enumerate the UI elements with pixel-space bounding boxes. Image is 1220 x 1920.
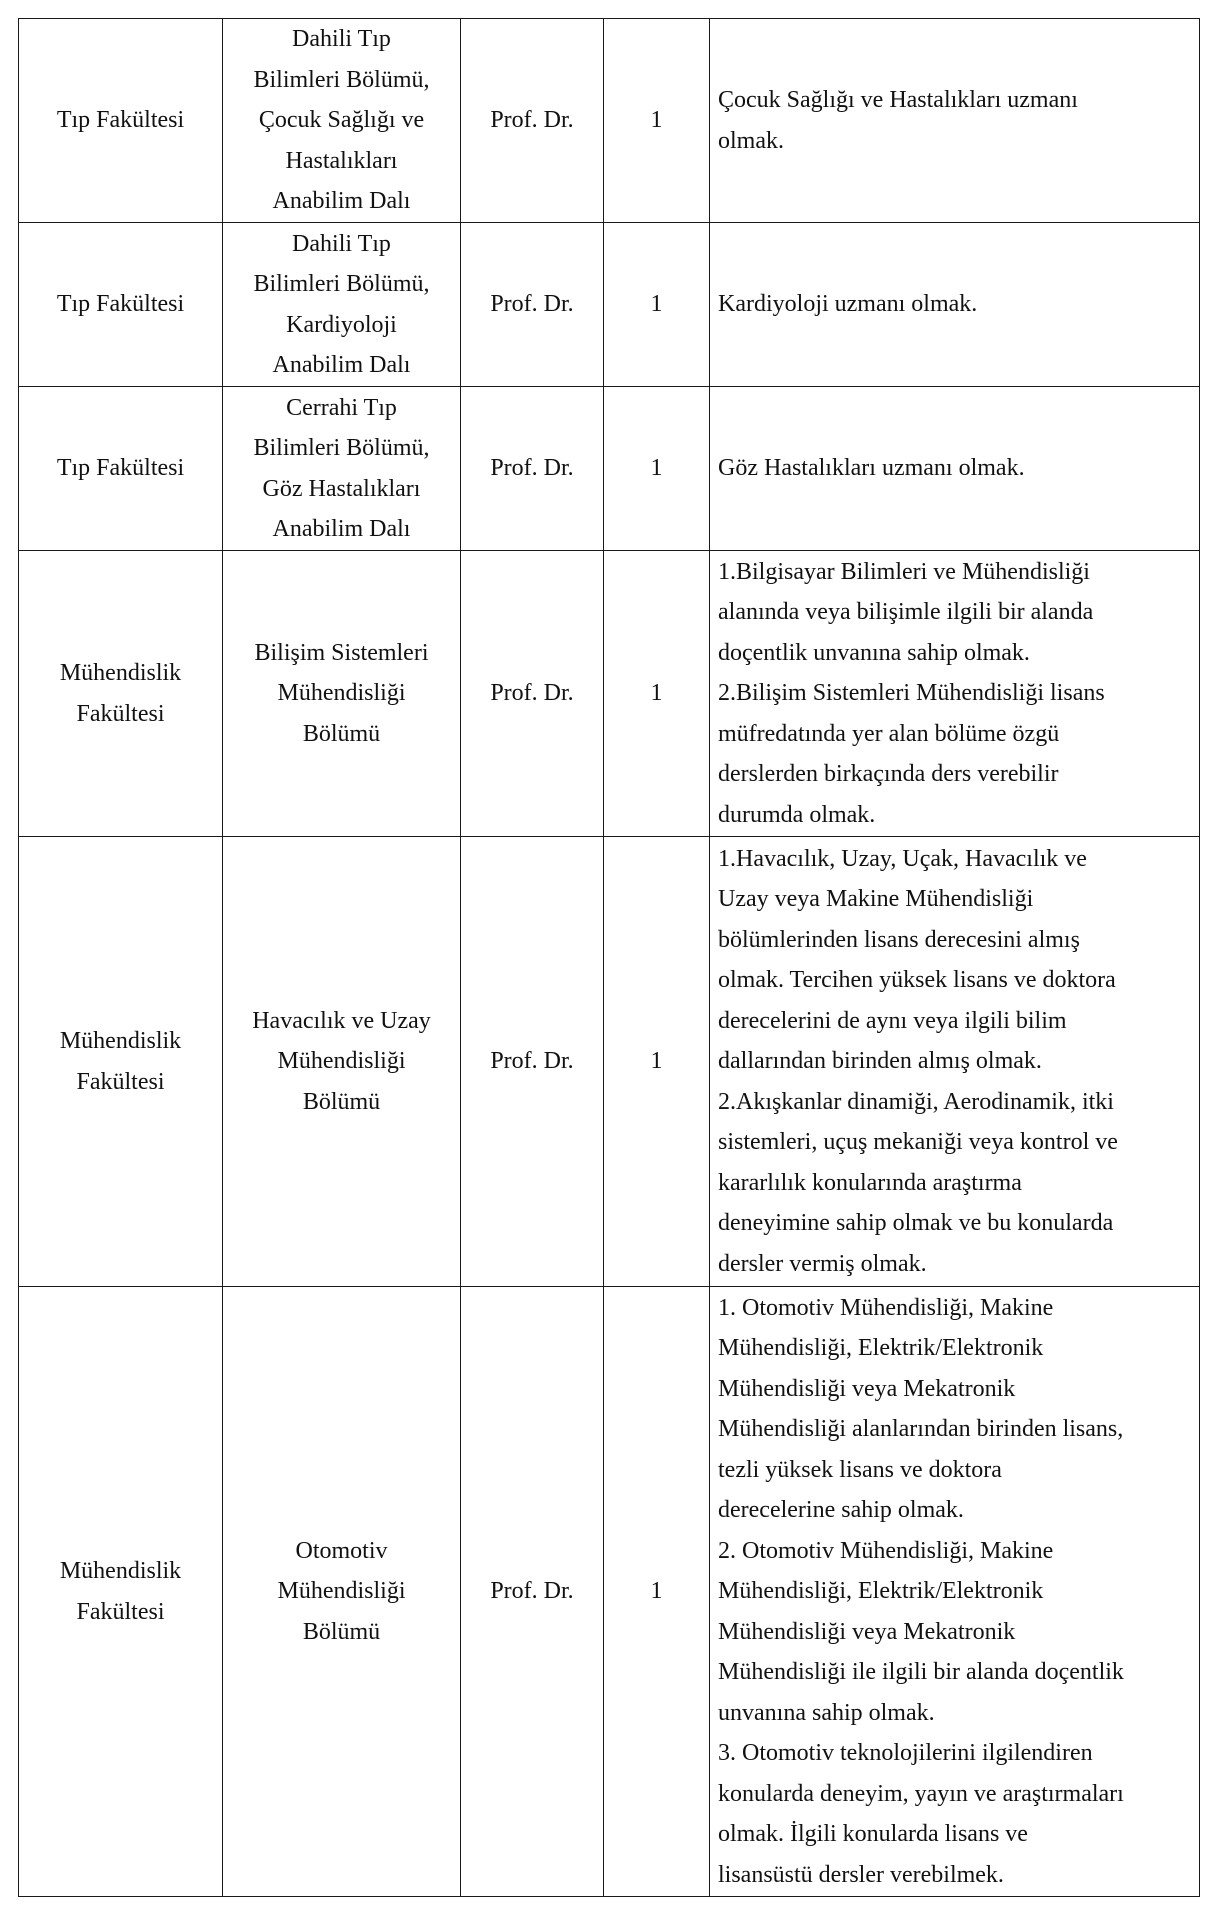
requirement-line: Mühendisliği, Elektrik/Elektronik <box>718 1578 1044 1605</box>
requirement-line: lisansüstü dersler verebilmek. <box>718 1861 1004 1888</box>
faculty-line: Mühendislik <box>59 1028 182 1054</box>
requirement-line: deneyimine sahip olmak ve bu konularda <box>718 1210 1114 1237</box>
requirement-line: Çocuk Sağlığı ve Hastalıkları uzmanı <box>718 87 1078 113</box>
department-line: Anabilim Dalı <box>272 352 411 378</box>
academic-title-cell: Prof. Dr. <box>461 387 604 551</box>
requirement-line: 2. Otomotiv Mühendisliği, Makine <box>718 1537 1054 1564</box>
position-count-cell: 1 <box>604 387 710 551</box>
academic-title-cell: Prof. Dr. <box>461 19 604 223</box>
requirement-line: sistemleri, uçuş mekaniği veya kontrol ve <box>718 1129 1118 1156</box>
department-cell <box>223 223 461 387</box>
requirement-line: alanında veya bilişimle ilgili bir alanda <box>718 599 1094 626</box>
requirement-line: dallarından birinden almış olmak. <box>718 1048 1042 1075</box>
requirement-line: derslerden birkaçında ders verebilir <box>718 761 1059 788</box>
requirement-line: derecelerini de aynı veya ilgili bilim <box>718 1007 1067 1034</box>
table-row <box>19 223 1200 387</box>
requirement-line: Mühendisliği, Elektrik/Elektronik <box>718 1335 1044 1362</box>
department-cell <box>223 387 461 551</box>
department-line: Bilimleri Bölümü, <box>253 66 430 93</box>
requirement-line: müfredatında yer alan bölüme özgü <box>718 720 1060 747</box>
requirement-line: 1.Havacılık, Uzay, Uçak, Havacılık ve <box>718 845 1087 872</box>
requirement-line: Uzay veya Makine Mühendisliği <box>718 886 1034 913</box>
requirements-cell <box>710 837 1200 1287</box>
department-cell <box>223 551 461 837</box>
academic-title-cell: Prof. Dr. <box>461 223 604 387</box>
department-line: Havacılık ve Uzay <box>252 1007 431 1034</box>
department-line: Cerrahi Tıp <box>286 394 397 421</box>
faculty-cell <box>19 19 223 223</box>
requirement-line: bölümlerinden lisans derecesini almış <box>718 926 1080 953</box>
requirement-line: konularda deneyim, yayın ve araştırmaları <box>718 1780 1124 1807</box>
table-row <box>19 19 1200 223</box>
requirement-line: olmak. <box>718 127 784 154</box>
position-count-cell: 1 <box>604 223 710 387</box>
position-count-cell: 1 <box>604 837 710 1287</box>
requirement-line: unvanına sahip olmak. <box>718 1699 935 1726</box>
department-line: Mühendisliği <box>277 1578 406 1605</box>
requirement-line: tezli yüksek lisans ve doktora <box>718 1456 1002 1483</box>
department-line: Bilimleri Bölümü, <box>253 435 430 461</box>
position-count-cell: 1 <box>604 19 710 223</box>
faculty-text: Tıp Fakültesi <box>56 107 185 134</box>
academic-title-cell: Prof. Dr. <box>461 1287 604 1897</box>
requirements-cell <box>710 551 1200 837</box>
requirement-line: Mühendisliği alanlarından birinden lisans, <box>718 1416 1124 1443</box>
department-cell <box>223 19 461 223</box>
department-line: Hastalıkları <box>285 147 398 174</box>
faculty-line: Mühendislik <box>59 660 182 686</box>
department-line: Anabilim Dalı <box>272 188 411 215</box>
requirements-cell <box>710 223 1200 387</box>
department-line: Bölümü <box>302 1618 381 1645</box>
requirements-cell <box>710 19 1200 223</box>
department-line: Göz Hastalıkları <box>262 475 421 502</box>
department-line: Çocuk Sağlığı ve <box>258 107 425 134</box>
requirement-line: Kardiyoloji uzmanı olmak. <box>718 291 978 318</box>
requirement-line: 2.Bilişim Sistemleri Mühendisliği lisans <box>718 680 1105 707</box>
position-listing-table <box>18 18 1200 1897</box>
table-row <box>19 387 1200 551</box>
department-cell <box>223 1287 461 1897</box>
academic-title-cell: Prof. Dr. <box>461 837 604 1287</box>
requirement-line: 3. Otomotiv teknolojilerini ilgilendiren <box>718 1740 1093 1767</box>
requirement-line: 2.Akışkanlar dinamiği, Aerodinamik, itki <box>718 1088 1114 1115</box>
department-line: Bilimleri Bölümü, <box>253 271 430 297</box>
requirement-line: olmak. Tercihen yüksek lisans ve doktora <box>718 967 1116 994</box>
requirements-cell <box>710 1287 1200 1897</box>
department-line: Anabilim Dalı <box>272 516 411 542</box>
department-line: Bölümü <box>302 720 381 747</box>
faculty-line: Fakültesi <box>76 1598 165 1625</box>
table-row <box>19 551 1200 837</box>
requirements-cell <box>710 387 1200 551</box>
requirement-line: Mühendisliği veya Mekatronik <box>718 1618 1016 1645</box>
department-line: Dahili Tıp <box>292 230 391 257</box>
department-cell <box>223 837 461 1287</box>
requirement-line: Göz Hastalıkları uzmanı olmak. <box>718 455 1025 482</box>
faculty-line: Fakültesi <box>76 700 165 727</box>
requirement-line: 1. Otomotiv Mühendisliği, Makine <box>718 1294 1054 1321</box>
department-line: Otomotiv <box>295 1537 388 1564</box>
faculty-line: Fakültesi <box>76 1068 165 1095</box>
requirement-line: 1.Bilgisayar Bilimleri ve Mühendisliği <box>718 558 1090 585</box>
requirement-line: durumda olmak. <box>718 801 876 828</box>
faculty-text: Tıp Fakültesi <box>56 455 185 482</box>
faculty-cell <box>19 551 223 837</box>
faculty-cell <box>19 1287 223 1897</box>
faculty-cell <box>19 387 223 551</box>
requirement-line: kararlılık konularında araştırma <box>718 1169 1022 1196</box>
department-line: Mühendisliği <box>277 1048 406 1075</box>
requirement-line: doçentlik unvanına sahip olmak. <box>718 639 1030 666</box>
requirement-line: dersler vermiş olmak. <box>718 1250 927 1277</box>
department-line: Bilişim Sistemleri <box>254 639 429 666</box>
requirement-line: Mühendisliği ile ilgili bir alanda doçentlik <box>718 1659 1124 1686</box>
department-line: Mühendisliği <box>277 680 406 707</box>
department-line: Bölümü <box>302 1088 381 1115</box>
position-count-cell: 1 <box>604 1287 710 1897</box>
department-line: Dahili Tıp <box>292 26 391 53</box>
faculty-text: Tıp Fakültesi <box>56 291 185 318</box>
requirement-line: derecelerine sahip olmak. <box>718 1497 964 1524</box>
faculty-cell <box>19 223 223 387</box>
requirement-line: Mühendisliği veya Mekatronik <box>718 1375 1016 1402</box>
table-row <box>19 1287 1200 1897</box>
requirement-line: olmak. İlgili konularda lisans ve <box>718 1821 1028 1848</box>
department-line: Kardiyoloji <box>286 311 397 338</box>
academic-title-cell: Prof. Dr. <box>461 551 604 837</box>
table-row <box>19 837 1200 1287</box>
faculty-cell <box>19 837 223 1287</box>
position-count-cell: 1 <box>604 551 710 837</box>
faculty-line: Mühendislik <box>59 1558 182 1584</box>
